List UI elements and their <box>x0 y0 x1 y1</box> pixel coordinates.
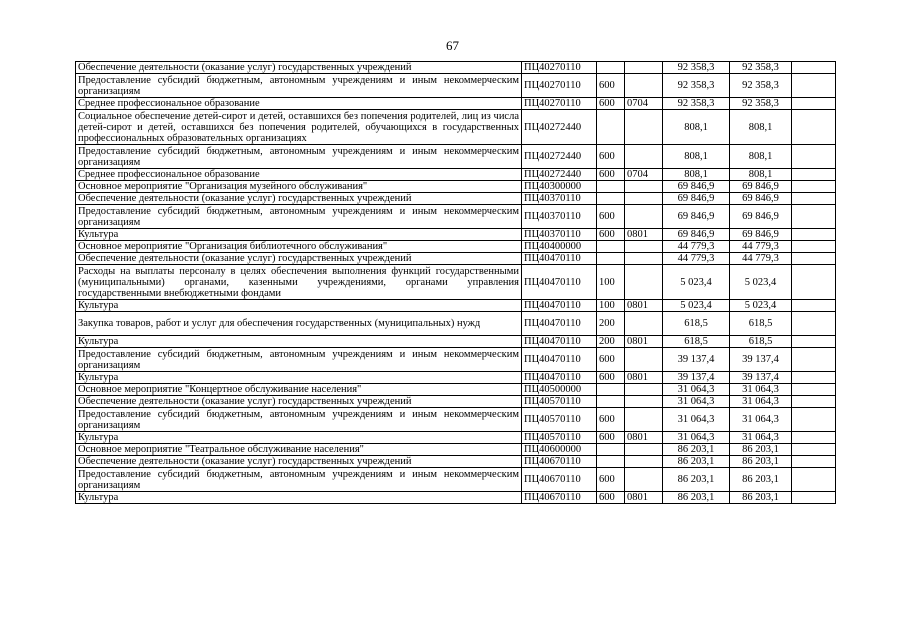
row-section-cell <box>625 253 663 265</box>
row-amount-year1-cell: 618,5 <box>663 312 730 336</box>
row-name-cell: Расходы на выплаты персоналу в целях обеспечения выполнения функций государственными (муниципальными) органами, казенными учреждениями, органами управления государственными внебюджетными фондами <box>76 265 522 300</box>
row-empty-cell <box>792 205 836 229</box>
row-section-cell <box>625 396 663 408</box>
table-row <box>76 98 836 110</box>
row-section-cell <box>625 312 663 336</box>
row-empty-cell <box>792 384 836 396</box>
row-expense-type-cell: 600 <box>597 98 625 110</box>
table-row <box>76 492 836 504</box>
row-amount-year2-cell: 86 203,1 <box>730 456 792 468</box>
row-amount-year2-cell: 5 023,4 <box>730 300 792 312</box>
row-amount-year1-cell: 69 846,9 <box>663 181 730 193</box>
row-amount-year2-cell: 92 358,3 <box>730 62 792 74</box>
row-expense-type-cell <box>597 396 625 408</box>
row-expense-type-cell: 600 <box>597 468 625 492</box>
row-section-cell <box>625 444 663 456</box>
row-empty-cell <box>792 444 836 456</box>
row-empty-cell <box>792 110 836 145</box>
row-empty-cell <box>792 492 836 504</box>
row-amount-year2-cell: 31 064,3 <box>730 408 792 432</box>
table-row <box>76 300 836 312</box>
row-amount-year2-cell: 44 779,3 <box>730 241 792 253</box>
row-amount-year1-cell: 39 137,4 <box>663 372 730 384</box>
row-section-cell: 0801 <box>625 300 663 312</box>
row-amount-year1-cell: 808,1 <box>663 110 730 145</box>
row-amount-year2-cell: 31 064,3 <box>730 384 792 396</box>
row-section-cell <box>625 145 663 169</box>
row-amount-year1-cell: 618,5 <box>663 336 730 348</box>
row-name-cell: Культура <box>76 492 522 504</box>
row-name-cell: Предоставление субсидий бюджетным, автономным учреждениям и иным некоммерческим организациям <box>76 408 522 432</box>
row-section-cell: 0801 <box>625 336 663 348</box>
table-row <box>76 396 836 408</box>
row-amount-year2-cell: 92 358,3 <box>730 74 792 98</box>
row-code-cell: ПЦ40570110 <box>522 396 597 408</box>
row-amount-year1-cell: 92 358,3 <box>663 62 730 74</box>
row-section-cell <box>625 62 663 74</box>
row-empty-cell <box>792 74 836 98</box>
row-expense-type-cell <box>597 444 625 456</box>
row-amount-year2-cell: 808,1 <box>730 169 792 181</box>
row-empty-cell <box>792 336 836 348</box>
row-amount-year1-cell: 44 779,3 <box>663 253 730 265</box>
row-section-cell <box>625 468 663 492</box>
row-section-cell <box>625 348 663 372</box>
row-amount-year2-cell: 86 203,1 <box>730 468 792 492</box>
row-name-cell: Предоставление субсидий бюджетным, автономным учреждениям и иным некоммерческим организациям <box>76 145 522 169</box>
row-section-cell <box>625 181 663 193</box>
table-row <box>76 468 836 492</box>
row-amount-year1-cell: 86 203,1 <box>663 492 730 504</box>
row-amount-year1-cell: 808,1 <box>663 145 730 169</box>
row-code-cell: ПЦ40670110 <box>522 468 597 492</box>
table-row <box>76 62 836 74</box>
row-expense-type-cell: 600 <box>597 229 625 241</box>
row-code-cell: ПЦ40470110 <box>522 336 597 348</box>
row-name-cell: Среднее профессиональное образование <box>76 98 522 110</box>
row-amount-year2-cell: 44 779,3 <box>730 253 792 265</box>
row-section-cell <box>625 241 663 253</box>
row-name-cell: Основное мероприятие "Организация музейного обслуживания" <box>76 181 522 193</box>
row-section-cell <box>625 456 663 468</box>
row-amount-year1-cell: 69 846,9 <box>663 229 730 241</box>
row-section-cell: 0704 <box>625 169 663 181</box>
row-expense-type-cell: 600 <box>597 205 625 229</box>
table-row <box>76 408 836 432</box>
row-empty-cell <box>792 265 836 300</box>
table-row <box>76 205 836 229</box>
row-expense-type-cell: 600 <box>597 169 625 181</box>
row-code-cell: ПЦ40570110 <box>522 432 597 444</box>
row-section-cell: 0704 <box>625 98 663 110</box>
row-empty-cell <box>792 456 836 468</box>
table-row <box>76 456 836 468</box>
row-amount-year1-cell: 808,1 <box>663 169 730 181</box>
row-amount-year2-cell: 69 846,9 <box>730 205 792 229</box>
table-row <box>76 253 836 265</box>
table-row <box>76 145 836 169</box>
row-expense-type-cell: 100 <box>597 300 625 312</box>
row-empty-cell <box>792 98 836 110</box>
row-amount-year2-cell: 31 064,3 <box>730 396 792 408</box>
row-expense-type-cell: 200 <box>597 312 625 336</box>
table-row <box>76 169 836 181</box>
row-empty-cell <box>792 432 836 444</box>
row-code-cell: ПЦ40470110 <box>522 348 597 372</box>
row-name-cell: Предоставление субсидий бюджетным, автономным учреждениям и иным некоммерческим организациям <box>76 348 522 372</box>
row-amount-year1-cell: 5 023,4 <box>663 300 730 312</box>
row-name-cell: Обеспечение деятельности (оказание услуг) государственных учреждений <box>76 396 522 408</box>
row-section-cell: 0801 <box>625 492 663 504</box>
row-name-cell: Культура <box>76 300 522 312</box>
row-name-cell: Закупка товаров, работ и услуг для обеспечения государственных (муниципальных) нужд <box>76 312 522 336</box>
row-expense-type-cell: 600 <box>597 408 625 432</box>
row-code-cell: ПЦ40570110 <box>522 408 597 432</box>
row-empty-cell <box>792 193 836 205</box>
row-amount-year2-cell: 39 137,4 <box>730 372 792 384</box>
row-empty-cell <box>792 169 836 181</box>
row-amount-year1-cell: 5 023,4 <box>663 265 730 300</box>
row-empty-cell <box>792 300 836 312</box>
row-section-cell <box>625 408 663 432</box>
row-empty-cell <box>792 312 836 336</box>
row-section-cell <box>625 384 663 396</box>
row-expense-type-cell <box>597 384 625 396</box>
row-code-cell: ПЦ40470110 <box>522 253 597 265</box>
row-empty-cell <box>792 145 836 169</box>
row-amount-year2-cell: 86 203,1 <box>730 492 792 504</box>
row-expense-type-cell: 600 <box>597 145 625 169</box>
budget-table-body <box>76 62 836 504</box>
row-amount-year2-cell: 39 137,4 <box>730 348 792 372</box>
row-amount-year2-cell: 618,5 <box>730 312 792 336</box>
row-amount-year1-cell: 31 064,3 <box>663 396 730 408</box>
table-row <box>76 336 836 348</box>
row-code-cell: ПЦ40500000 <box>522 384 597 396</box>
row-amount-year2-cell: 69 846,9 <box>730 181 792 193</box>
row-amount-year1-cell: 69 846,9 <box>663 193 730 205</box>
row-section-cell: 0801 <box>625 229 663 241</box>
table-row <box>76 193 836 205</box>
row-amount-year1-cell: 31 064,3 <box>663 384 730 396</box>
row-code-cell: ПЦ40370110 <box>522 229 597 241</box>
table-row <box>76 74 836 98</box>
row-section-cell: 0801 <box>625 372 663 384</box>
row-empty-cell <box>792 396 836 408</box>
row-name-cell: Основное мероприятие "Театральное обслуживание населения" <box>76 444 522 456</box>
row-amount-year2-cell: 92 358,3 <box>730 98 792 110</box>
row-amount-year2-cell: 69 846,9 <box>730 229 792 241</box>
row-code-cell: ПЦ40370110 <box>522 205 597 229</box>
row-section-cell <box>625 74 663 98</box>
row-expense-type-cell: 600 <box>597 432 625 444</box>
row-code-cell: ПЦ40470110 <box>522 300 597 312</box>
row-amount-year1-cell: 86 203,1 <box>663 444 730 456</box>
budget-table <box>75 61 836 504</box>
row-code-cell: ПЦ40370110 <box>522 193 597 205</box>
row-expense-type-cell: 600 <box>597 372 625 384</box>
row-empty-cell <box>792 229 836 241</box>
row-expense-type-cell <box>597 110 625 145</box>
row-name-cell: Обеспечение деятельности (оказание услуг) государственных учреждений <box>76 193 522 205</box>
row-expense-type-cell <box>597 181 625 193</box>
row-name-cell: Культура <box>76 432 522 444</box>
row-empty-cell <box>792 181 836 193</box>
table-row <box>76 348 836 372</box>
row-name-cell: Основное мероприятие "Концертное обслуживание населения" <box>76 384 522 396</box>
row-section-cell <box>625 205 663 229</box>
row-code-cell: ПЦ40270110 <box>522 74 597 98</box>
row-section-cell <box>625 110 663 145</box>
table-row <box>76 241 836 253</box>
row-amount-year2-cell: 69 846,9 <box>730 193 792 205</box>
row-expense-type-cell: 600 <box>597 348 625 372</box>
row-empty-cell <box>792 253 836 265</box>
row-name-cell: Культура <box>76 336 522 348</box>
row-expense-type-cell: 200 <box>597 336 625 348</box>
table-row <box>76 229 836 241</box>
row-amount-year2-cell: 5 023,4 <box>730 265 792 300</box>
row-code-cell: ПЦ40300000 <box>522 181 597 193</box>
row-amount-year1-cell: 31 064,3 <box>663 408 730 432</box>
row-amount-year2-cell: 31 064,3 <box>730 432 792 444</box>
row-expense-type-cell <box>597 193 625 205</box>
row-amount-year1-cell: 69 846,9 <box>663 205 730 229</box>
row-amount-year2-cell: 618,5 <box>730 336 792 348</box>
table-row <box>76 384 836 396</box>
row-code-cell: ПЦ40400000 <box>522 241 597 253</box>
row-name-cell: Предоставление субсидий бюджетным, автономным учреждениям и иным некоммерческим организациям <box>76 468 522 492</box>
row-expense-type-cell <box>597 253 625 265</box>
row-code-cell: ПЦ40270110 <box>522 62 597 74</box>
row-code-cell: ПЦ40470110 <box>522 312 597 336</box>
table-row <box>76 432 836 444</box>
row-section-cell <box>625 193 663 205</box>
row-empty-cell <box>792 468 836 492</box>
row-empty-cell <box>792 348 836 372</box>
row-amount-year1-cell: 86 203,1 <box>663 468 730 492</box>
row-name-cell: Культура <box>76 229 522 241</box>
row-code-cell: ПЦ40272440 <box>522 169 597 181</box>
row-amount-year1-cell: 39 137,4 <box>663 348 730 372</box>
row-amount-year1-cell: 86 203,1 <box>663 456 730 468</box>
row-code-cell: ПЦ40272440 <box>522 145 597 169</box>
table-row <box>76 444 836 456</box>
row-empty-cell <box>792 62 836 74</box>
table-row <box>76 372 836 384</box>
row-name-cell: Основное мероприятие "Организация библиотечного обслуживания" <box>76 241 522 253</box>
row-amount-year1-cell: 44 779,3 <box>663 241 730 253</box>
row-expense-type-cell: 600 <box>597 492 625 504</box>
table-row <box>76 312 836 336</box>
table-row <box>76 265 836 300</box>
row-expense-type-cell <box>597 456 625 468</box>
row-amount-year2-cell: 808,1 <box>730 145 792 169</box>
row-code-cell: ПЦ40600000 <box>522 444 597 456</box>
page-number: 67 <box>446 38 459 53</box>
row-amount-year1-cell: 92 358,3 <box>663 74 730 98</box>
row-section-cell <box>625 265 663 300</box>
table-row <box>76 110 836 145</box>
row-name-cell: Социальное обеспечение детей-сирот и детей, оставшихся без попечения родителей, лиц из числа детей-сирот и детей, оставшихся без попечения родителей, обучающихся в государственных профессиональных образовательных организациях <box>76 110 522 145</box>
row-empty-cell <box>792 241 836 253</box>
row-section-cell: 0801 <box>625 432 663 444</box>
row-code-cell: ПЦ40272440 <box>522 110 597 145</box>
table-row <box>76 181 836 193</box>
row-expense-type-cell: 600 <box>597 74 625 98</box>
row-code-cell: ПЦ40670110 <box>522 456 597 468</box>
row-code-cell: ПЦ40470110 <box>522 372 597 384</box>
row-code-cell: ПЦ40270110 <box>522 98 597 110</box>
row-code-cell: ПЦ40470110 <box>522 265 597 300</box>
row-name-cell: Среднее профессиональное образование <box>76 169 522 181</box>
row-name-cell: Культура <box>76 372 522 384</box>
row-amount-year2-cell: 808,1 <box>730 110 792 145</box>
row-empty-cell <box>792 372 836 384</box>
row-name-cell: Предоставление субсидий бюджетным, автономным учреждениям и иным некоммерческим организациям <box>76 205 522 229</box>
row-name-cell: Обеспечение деятельности (оказание услуг) государственных учреждений <box>76 253 522 265</box>
row-amount-year1-cell: 31 064,3 <box>663 432 730 444</box>
row-amount-year1-cell: 92 358,3 <box>663 98 730 110</box>
row-expense-type-cell <box>597 241 625 253</box>
row-name-cell: Обеспечение деятельности (оказание услуг) государственных учреждений <box>76 456 522 468</box>
row-name-cell: Обеспечение деятельности (оказание услуг) государственных учреждений <box>76 62 522 74</box>
row-expense-type-cell <box>597 62 625 74</box>
row-code-cell: ПЦ40670110 <box>522 492 597 504</box>
row-empty-cell <box>792 408 836 432</box>
row-amount-year2-cell: 86 203,1 <box>730 444 792 456</box>
row-expense-type-cell: 100 <box>597 265 625 300</box>
row-name-cell: Предоставление субсидий бюджетным, автономным учреждениям и иным некоммерческим организациям <box>76 74 522 98</box>
